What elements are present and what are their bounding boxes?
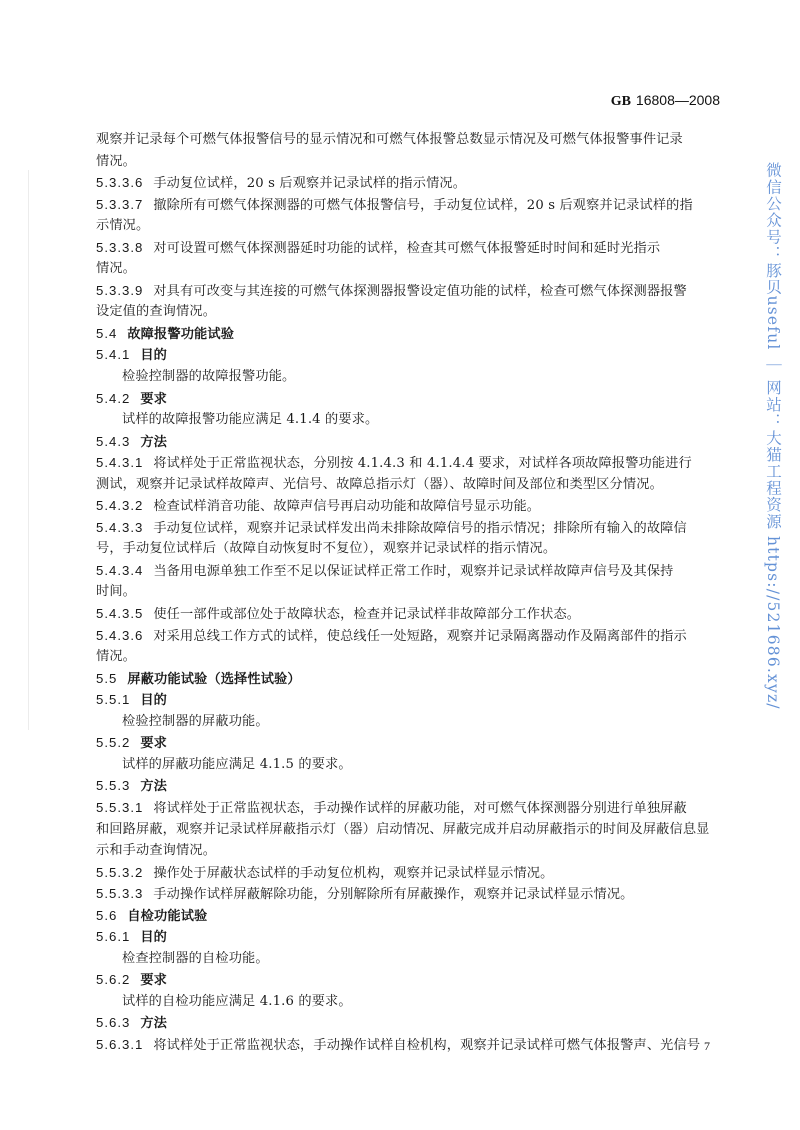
heading-title: 要求 (140, 973, 168, 989)
line-text: 将试样处于正常监视状态，分别按 4.1.4.3 和 4.1.4.4 要求，对试样各项故障报警功能进行 (153, 456, 692, 472)
clause-line (96, 495, 708, 517)
line-text: 手动复位试样，观察并记录试样发出尚未排除故障信号的指示情况；排除所有输入的故障信 (153, 520, 687, 536)
text-line (96, 819, 708, 841)
line-text: 测试，观察并记录试样故障声、光信号、故障总指示灯（器）、故障时间及部位和类型区分情况。 (96, 476, 663, 492)
text-line (96, 366, 708, 388)
clause-number: 5.5.3.2 (96, 864, 144, 880)
clause-line (96, 797, 708, 819)
line-text: 时间。 (96, 584, 137, 600)
heading-title: 屏蔽功能试验（选择性试验） (127, 671, 301, 687)
line-text: 对具有可改变与其连接的可燃气体探测器报警设定值功能的试样，检查可燃气体探测器报警 (153, 283, 687, 299)
clause-number: 5.6 (96, 907, 118, 923)
section-heading (96, 732, 708, 754)
heading-title: 故障报警功能试验 (127, 326, 235, 342)
clause-number: 5.6.3.1 (96, 1036, 144, 1052)
section-heading (96, 344, 708, 366)
page-number: 7 (704, 1039, 710, 1053)
line-text: 对可设置可燃气体探测器延时功能的试样，检查其可燃气体报警延时时间和延时光指示 (153, 240, 661, 256)
heading-title: 自检功能试验 (127, 908, 208, 924)
section-heading (96, 969, 708, 991)
clause-number: 5.4.3.2 (96, 498, 144, 514)
text-line (96, 646, 708, 668)
line-text: 检验控制器的屏蔽功能。 (122, 713, 269, 729)
line-text: 当备用电源单独工作至不足以保证试样正常工作时，观察并记录试样故障声信号及其保持 (153, 563, 674, 579)
text-line (96, 538, 708, 560)
section-heading (96, 905, 708, 927)
heading-title: 方法 (140, 779, 168, 795)
line-text: 试样的自检功能应满足 4.1.6 的要求。 (122, 993, 352, 1009)
line-text: 和回路屏蔽，观察并记录试样屏蔽指示灯（器）启动情况、屏蔽完成并启动屏蔽指示的时间及屏蔽信息显 (96, 821, 710, 837)
section-heading (96, 388, 708, 410)
text-line (96, 215, 708, 237)
clause-number: 5.4 (96, 325, 118, 341)
clause-number: 5.6.3 (96, 1015, 131, 1031)
clause-number: 5.6.2 (96, 972, 131, 988)
line-text: 情况。 (96, 261, 137, 277)
scan-edge-line (28, 170, 29, 730)
line-text: 示情况。 (96, 218, 150, 234)
line-text: 试样的故障报警功能应满足 4.1.4 的要求。 (122, 412, 379, 428)
heading-title: 方法 (140, 434, 168, 450)
section-heading (96, 689, 708, 711)
text-line (96, 301, 708, 323)
line-text: 观察并记录每个可燃气体报警信号的显示情况和可燃气体报警总数显示情况及可燃气体报警事件记录 (96, 132, 683, 147)
line-text: 检查控制器的自检功能。 (122, 950, 269, 966)
section-heading (96, 926, 708, 948)
line-text: 检验控制器的故障报警功能。 (122, 369, 296, 385)
clause-number: 5.3.3.6 (96, 175, 144, 191)
clause-number: 5.4.2 (96, 390, 131, 406)
text-line (96, 948, 708, 970)
clause-number: 5.4.3.5 (96, 606, 144, 622)
section-heading (96, 668, 708, 690)
line-text: 号，手动复位试样后（故障自动恢复时不复位），观察并记录试样的指示情况。 (96, 541, 557, 557)
clause-number: 5.5.1 (96, 692, 131, 708)
heading-title: 要求 (140, 736, 168, 752)
heading-title: 目的 (140, 348, 168, 364)
clause-line (96, 625, 708, 647)
line-text: 情况。 (96, 153, 137, 169)
clause-number: 5.4.3.4 (96, 562, 144, 578)
clause-number: 5.5.3.3 (96, 886, 144, 902)
clause-number: 5.4.3 (96, 433, 131, 449)
text-line (96, 151, 708, 173)
clause-line (96, 603, 708, 625)
clause-number: 5.3.3.9 (96, 282, 144, 298)
clause-line (96, 560, 708, 582)
clause-number: 5.5.3.1 (96, 799, 144, 815)
clause-number: 5.4.3.1 (96, 455, 144, 471)
text-line (96, 991, 708, 1013)
clause-line (96, 194, 708, 216)
line-text: 设定值的查询情况。 (96, 304, 217, 320)
clause-line (96, 517, 708, 539)
clause-line (96, 862, 708, 884)
line-text: 试样的屏蔽功能应满足 4.1.5 的要求。 (122, 756, 352, 772)
section-heading (96, 323, 708, 345)
heading-title: 目的 (140, 930, 168, 946)
clause-number: 5.3.3.8 (96, 239, 144, 255)
clause-number: 5.5 (96, 670, 118, 686)
line-text: 将试样处于正常监视状态，手动操作试样自检机构，观察并记录试样可燃气体报警声、光信号 (153, 1037, 701, 1053)
line-text: 手动复位试样，20 s 后观察并记录试样的指示情况。 (153, 176, 467, 192)
clause-line (96, 1034, 708, 1056)
line-text: 检查试样消音功能、故障声信号再启动功能和故障信号显示功能。 (153, 499, 541, 515)
document-body (96, 129, 708, 1056)
line-text: 手动操作试样屏蔽解除功能，分别解除所有屏蔽操作，观察并记录试样显示情况。 (153, 887, 634, 903)
heading-title: 目的 (140, 693, 168, 709)
watermark-text: 微信公众号：豚贝useful ｜ 网站：大猫工程资源 https://521686.xyz/ (764, 162, 782, 710)
clause-number: 5.4.3.3 (96, 519, 144, 535)
line-text: 情况。 (96, 649, 137, 665)
heading-title: 方法 (140, 1016, 168, 1032)
heading-title: 要求 (140, 391, 168, 407)
standard-prefix: GB (610, 94, 631, 109)
clause-line (96, 280, 708, 302)
clause-line (96, 883, 708, 905)
clause-number: 5.4.1 (96, 347, 131, 363)
clause-number: 5.3.3.7 (96, 196, 144, 212)
text-line (96, 840, 708, 862)
text-line (96, 258, 708, 280)
line-text: 将试样处于正常监视状态，手动操作试样的屏蔽功能，对可燃气体探测器分别进行单独屏蔽 (153, 800, 687, 816)
text-line (96, 754, 708, 776)
line-text: 示和手动查询情况。 (96, 843, 217, 859)
clause-number: 5.4.3.6 (96, 627, 144, 643)
text-line (96, 711, 708, 733)
clause-line (96, 237, 708, 259)
section-heading (96, 775, 708, 797)
clause-number: 5.6.1 (96, 929, 131, 945)
standard-code: 16808—2008 (635, 92, 720, 108)
clause-line (96, 172, 708, 194)
text-line (96, 581, 708, 603)
text-line (96, 129, 708, 151)
line-text: 对采用总线工作方式的试样，使总线任一处短路，观察并记录隔离器动作及隔离部件的指示 (153, 628, 687, 644)
clause-number: 5.5.3 (96, 778, 131, 794)
section-heading (96, 1012, 708, 1034)
line-text: 撤除所有可燃气体探测器的可燃气体报警信号，手动复位试样，20 s 后观察并记录试样的指 (153, 197, 693, 213)
clause-number: 5.5.2 (96, 735, 131, 751)
document-header (611, 92, 720, 110)
clause-line (96, 452, 708, 474)
section-heading (96, 431, 708, 453)
text-line (96, 409, 708, 431)
line-text: 操作处于屏蔽状态试样的手动复位机构，观察并记录试样显示情况。 (153, 865, 554, 881)
line-text: 使任一部件或部位处于故障状态，检查并记录试样非故障部分工作状态。 (153, 607, 581, 623)
text-line (96, 474, 708, 496)
